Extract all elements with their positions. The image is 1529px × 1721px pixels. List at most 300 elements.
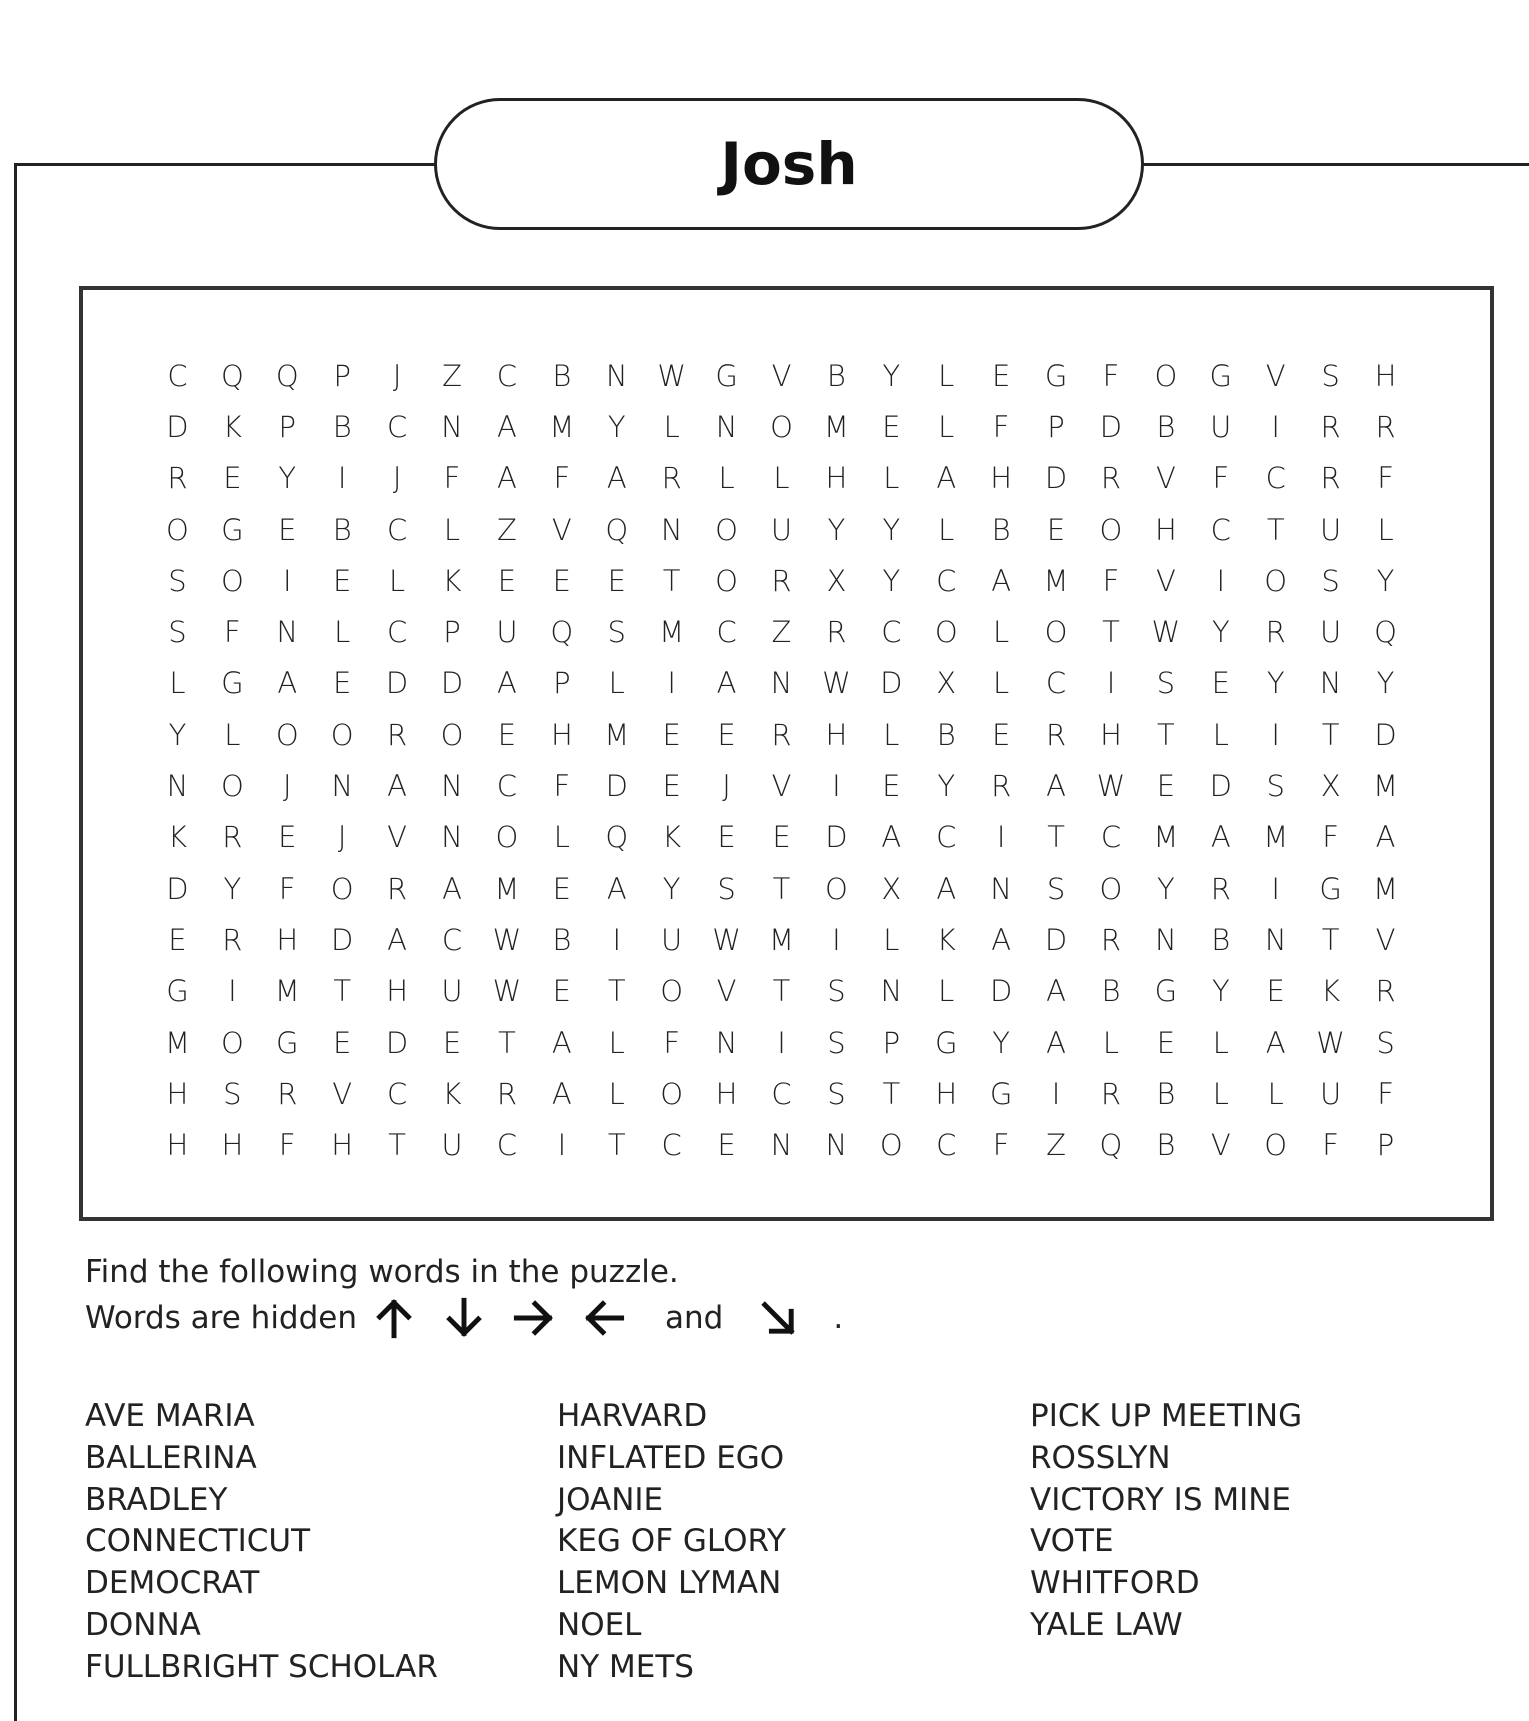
- grid-cell[interactable]: B: [936, 717, 956, 752]
- grid-cell[interactable]: A: [991, 922, 1012, 957]
- grid-cell[interactable]: G: [1154, 974, 1178, 1009]
- grid-cell[interactable]: P: [1376, 1128, 1395, 1163]
- grid-cell[interactable]: H: [276, 922, 299, 957]
- grid-cell[interactable]: B: [1156, 409, 1176, 444]
- grid-cell[interactable]: S: [223, 1076, 242, 1111]
- grid-cell[interactable]: D: [1209, 769, 1232, 804]
- grid-cell[interactable]: R: [222, 820, 243, 855]
- grid-cell[interactable]: C: [496, 769, 518, 804]
- grid-cell[interactable]: T: [388, 1128, 406, 1163]
- grid-cell[interactable]: V: [1155, 563, 1176, 598]
- grid-cell[interactable]: P: [553, 666, 571, 701]
- grid-cell[interactable]: R: [1100, 922, 1122, 957]
- grid-cell[interactable]: A: [497, 409, 517, 444]
- grid-cell[interactable]: I: [777, 1025, 786, 1060]
- grid-cell[interactable]: G: [276, 1025, 299, 1060]
- grid-cell[interactable]: I: [832, 769, 841, 804]
- grid-cell[interactable]: L: [773, 461, 790, 496]
- grid-cell[interactable]: M: [1043, 563, 1069, 598]
- grid-cell[interactable]: J: [392, 461, 402, 496]
- grid-cell[interactable]: A: [387, 769, 408, 804]
- word-list-item[interactable]: VICTORY IS MINE: [1030, 1481, 1292, 1518]
- grid-cell[interactable]: E: [882, 769, 901, 804]
- grid-cell[interactable]: F: [992, 409, 1010, 444]
- grid-cell[interactable]: J: [722, 769, 731, 804]
- grid-cell[interactable]: E: [1156, 1025, 1176, 1060]
- grid-cell[interactable]: H: [935, 1076, 958, 1111]
- grid-cell[interactable]: O: [715, 512, 738, 547]
- grid-cell[interactable]: H: [221, 1128, 244, 1163]
- grid-cell[interactable]: V: [332, 1076, 353, 1111]
- grid-cell[interactable]: C: [936, 1128, 957, 1163]
- grid-cell[interactable]: H: [990, 461, 1013, 496]
- grid-cell[interactable]: G: [715, 358, 738, 393]
- grid-cell[interactable]: Y: [662, 871, 681, 906]
- grid-cell[interactable]: L: [608, 1025, 625, 1060]
- grid-cell[interactable]: M: [549, 409, 575, 444]
- grid-cell[interactable]: G: [1319, 871, 1342, 906]
- grid-cell[interactable]: S: [1156, 666, 1176, 701]
- grid-cell[interactable]: W: [1096, 769, 1126, 804]
- grid-cell[interactable]: Z: [771, 615, 792, 650]
- grid-cell[interactable]: E: [607, 563, 626, 598]
- grid-cell[interactable]: F: [1102, 358, 1120, 393]
- grid-cell[interactable]: T: [1047, 820, 1065, 855]
- grid-cell[interactable]: A: [1046, 974, 1066, 1009]
- grid-cell[interactable]: E: [278, 512, 297, 547]
- grid-cell[interactable]: L: [938, 512, 955, 547]
- grid-cell[interactable]: O: [330, 717, 354, 752]
- grid-cell[interactable]: A: [442, 871, 462, 906]
- grid-cell[interactable]: R: [277, 1076, 298, 1111]
- grid-cell[interactable]: R: [826, 615, 847, 650]
- grid-cell[interactable]: Q: [550, 615, 574, 650]
- grid-cell[interactable]: N: [1319, 666, 1342, 701]
- grid-cell[interactable]: E: [662, 717, 681, 752]
- grid-cell[interactable]: X: [826, 563, 847, 598]
- grid-cell[interactable]: K: [442, 1076, 462, 1111]
- grid-cell[interactable]: E: [1211, 666, 1230, 701]
- grid-cell[interactable]: R: [1100, 1076, 1122, 1111]
- grid-cell[interactable]: R: [1100, 461, 1122, 496]
- grid-cell[interactable]: L: [883, 717, 900, 752]
- grid-cell[interactable]: V: [716, 974, 737, 1009]
- grid-cell[interactable]: V: [1375, 922, 1396, 957]
- grid-cell[interactable]: O: [1264, 563, 1288, 598]
- grid-cell[interactable]: C: [716, 615, 737, 650]
- grid-cell[interactable]: M: [494, 871, 520, 906]
- grid-cell[interactable]: C: [1045, 666, 1067, 701]
- grid-cell[interactable]: N: [166, 769, 189, 804]
- grid-cell[interactable]: W: [1316, 1025, 1345, 1060]
- grid-cell[interactable]: R: [1320, 409, 1341, 444]
- grid-cell[interactable]: A: [936, 871, 957, 906]
- grid-cell[interactable]: L: [1102, 1025, 1120, 1060]
- grid-cell[interactable]: R: [496, 1076, 517, 1111]
- grid-cell[interactable]: Q: [1099, 1128, 1123, 1163]
- grid-cell[interactable]: F: [663, 1025, 680, 1060]
- grid-cell[interactable]: Z: [442, 358, 462, 393]
- grid-cell[interactable]: V: [387, 820, 408, 855]
- grid-cell[interactable]: B: [826, 358, 846, 393]
- grid-cell[interactable]: Y: [223, 871, 242, 906]
- grid-cell[interactable]: H: [1154, 512, 1177, 547]
- grid-cell[interactable]: A: [1046, 769, 1066, 804]
- grid-cell[interactable]: A: [1265, 1025, 1286, 1060]
- grid-cell[interactable]: R: [1375, 409, 1396, 444]
- grid-cell[interactable]: H: [825, 461, 848, 496]
- grid-cell[interactable]: H: [1374, 358, 1397, 393]
- grid-cell[interactable]: E: [662, 769, 681, 804]
- grid-cell[interactable]: C: [386, 512, 408, 547]
- grid-cell[interactable]: U: [1320, 615, 1342, 650]
- grid-cell[interactable]: M: [604, 717, 630, 752]
- grid-cell[interactable]: N: [715, 409, 738, 444]
- grid-cell[interactable]: I: [1216, 563, 1226, 598]
- grid-cell[interactable]: I: [1106, 666, 1116, 701]
- grid-cell[interactable]: Y: [827, 512, 846, 547]
- word-list-item[interactable]: NY METS: [557, 1648, 694, 1685]
- grid-cell[interactable]: Y: [882, 563, 901, 598]
- grid-cell[interactable]: I: [1271, 717, 1280, 752]
- word-list-item[interactable]: ROSSLYN: [1030, 1439, 1171, 1476]
- grid-cell[interactable]: O: [934, 615, 958, 650]
- grid-cell[interactable]: A: [551, 1076, 572, 1111]
- grid-cell[interactable]: X: [881, 871, 902, 906]
- grid-cell[interactable]: P: [1047, 409, 1065, 444]
- grid-cell[interactable]: S: [1266, 769, 1285, 804]
- grid-cell[interactable]: D: [331, 922, 354, 957]
- grid-cell[interactable]: Y: [607, 409, 626, 444]
- grid-cell[interactable]: U: [661, 922, 683, 957]
- grid-cell[interactable]: Q: [220, 358, 244, 393]
- grid-cell[interactable]: O: [824, 871, 848, 906]
- grid-cell[interactable]: F: [224, 615, 241, 650]
- grid-cell[interactable]: L: [389, 563, 406, 598]
- grid-cell[interactable]: M: [1153, 820, 1179, 855]
- grid-cell[interactable]: M: [823, 409, 849, 444]
- grid-cell[interactable]: D: [1044, 461, 1068, 496]
- grid-cell[interactable]: I: [996, 820, 1006, 855]
- grid-cell[interactable]: H: [331, 1128, 354, 1163]
- grid-cell[interactable]: K: [222, 409, 242, 444]
- grid-cell[interactable]: T: [772, 974, 791, 1009]
- grid-cell[interactable]: L: [938, 358, 955, 393]
- grid-cell[interactable]: O: [660, 974, 684, 1009]
- grid-cell[interactable]: J: [337, 820, 347, 855]
- grid-cell[interactable]: L: [1212, 717, 1229, 752]
- grid-cell[interactable]: N: [1155, 922, 1177, 957]
- grid-cell[interactable]: N: [715, 1025, 738, 1060]
- grid-cell[interactable]: R: [771, 717, 792, 752]
- grid-cell[interactable]: Y: [882, 358, 901, 393]
- grid-cell[interactable]: X: [1320, 769, 1341, 804]
- grid-cell[interactable]: S: [1321, 563, 1340, 598]
- grid-cell[interactable]: D: [166, 409, 189, 444]
- word-list-item[interactable]: HARVARD: [557, 1398, 708, 1434]
- grid-cell[interactable]: R: [222, 922, 243, 957]
- grid-cell[interactable]: G: [221, 666, 244, 701]
- grid-cell[interactable]: P: [333, 358, 351, 393]
- grid-cell[interactable]: G: [1209, 358, 1233, 393]
- grid-cell[interactable]: I: [337, 461, 347, 496]
- grid-cell[interactable]: E: [552, 563, 571, 598]
- grid-cell[interactable]: N: [441, 769, 463, 804]
- grid-cell[interactable]: I: [1271, 409, 1280, 444]
- grid-cell[interactable]: A: [551, 1025, 572, 1060]
- grid-cell[interactable]: W: [657, 358, 686, 393]
- grid-cell[interactable]: T: [1266, 512, 1285, 547]
- grid-cell[interactable]: M: [1373, 871, 1399, 906]
- grid-cell[interactable]: F: [278, 871, 296, 906]
- grid-cell[interactable]: D: [989, 974, 1013, 1009]
- grid-cell[interactable]: B: [1211, 922, 1231, 957]
- grid-cell[interactable]: D: [605, 769, 628, 804]
- grid-cell[interactable]: A: [497, 461, 517, 496]
- grid-cell[interactable]: I: [1051, 1076, 1061, 1111]
- grid-cell[interactable]: H: [825, 717, 848, 752]
- grid-cell[interactable]: C: [881, 615, 902, 650]
- grid-cell[interactable]: I: [612, 922, 622, 957]
- grid-cell[interactable]: E: [168, 922, 187, 957]
- grid-cell[interactable]: B: [552, 358, 572, 393]
- grid-cell[interactable]: A: [881, 820, 902, 855]
- grid-cell[interactable]: F: [553, 769, 571, 804]
- grid-cell[interactable]: S: [1321, 358, 1340, 393]
- grid-cell[interactable]: E: [333, 563, 352, 598]
- grid-cell[interactable]: M: [768, 922, 794, 957]
- grid-cell[interactable]: O: [330, 871, 354, 906]
- grid-cell[interactable]: G: [934, 1025, 958, 1060]
- grid-cell[interactable]: N: [880, 974, 903, 1009]
- grid-cell[interactable]: C: [496, 1128, 518, 1163]
- grid-cell[interactable]: Q: [1374, 615, 1397, 650]
- grid-cell[interactable]: O: [1264, 1128, 1288, 1163]
- grid-cell[interactable]: A: [387, 922, 408, 957]
- grid-cell[interactable]: R: [1265, 615, 1286, 650]
- grid-cell[interactable]: R: [771, 563, 792, 598]
- grid-cell[interactable]: D: [1044, 922, 1068, 957]
- grid-cell[interactable]: C: [661, 1128, 682, 1163]
- grid-cell[interactable]: F: [1322, 1128, 1339, 1163]
- grid-cell[interactable]: N: [441, 409, 463, 444]
- grid-cell[interactable]: R: [991, 769, 1012, 804]
- grid-cell[interactable]: C: [386, 615, 408, 650]
- grid-cell[interactable]: F: [443, 461, 461, 496]
- grid-cell[interactable]: C: [936, 820, 957, 855]
- grid-cell[interactable]: A: [1210, 820, 1231, 855]
- grid-cell[interactable]: I: [1271, 871, 1280, 906]
- word-list-item[interactable]: CONNECTICUT: [85, 1523, 311, 1560]
- word-list-item[interactable]: JOANIE: [557, 1481, 664, 1518]
- grid-cell[interactable]: L: [938, 974, 955, 1009]
- grid-cell[interactable]: U: [496, 615, 518, 650]
- grid-cell[interactable]: B: [1156, 1076, 1176, 1111]
- grid-cell[interactable]: L: [553, 820, 570, 855]
- word-list-item[interactable]: YALE LAW: [1030, 1606, 1183, 1643]
- grid-cell[interactable]: G: [166, 974, 189, 1009]
- grid-cell[interactable]: D: [385, 1025, 409, 1060]
- grid-cell[interactable]: W: [712, 922, 741, 957]
- grid-cell[interactable]: F: [1377, 1076, 1394, 1111]
- grid-cell[interactable]: R: [387, 717, 408, 752]
- grid-cell[interactable]: E: [223, 461, 242, 496]
- grid-cell[interactable]: D: [166, 871, 189, 906]
- grid-cell[interactable]: D: [1374, 717, 1397, 752]
- grid-cell[interactable]: Y: [1266, 666, 1285, 701]
- grid-cell[interactable]: B: [332, 409, 352, 444]
- grid-cell[interactable]: K: [662, 820, 682, 855]
- grid-cell[interactable]: P: [882, 1025, 901, 1060]
- grid-cell[interactable]: S: [607, 615, 626, 650]
- grid-cell[interactable]: E: [333, 666, 352, 701]
- grid-cell[interactable]: L: [334, 615, 351, 650]
- grid-cell[interactable]: A: [991, 563, 1012, 598]
- grid-cell[interactable]: L: [883, 922, 900, 957]
- grid-cell[interactable]: C: [936, 563, 957, 598]
- grid-cell[interactable]: K: [936, 922, 956, 957]
- grid-cell[interactable]: E: [882, 409, 901, 444]
- grid-cell[interactable]: C: [1210, 512, 1231, 547]
- grid-cell[interactable]: A: [606, 461, 627, 496]
- grid-cell[interactable]: R: [1375, 974, 1396, 1009]
- word-list-item[interactable]: BALLERINA: [85, 1439, 257, 1476]
- grid-cell[interactable]: F: [1102, 563, 1120, 598]
- grid-cell[interactable]: N: [660, 512, 683, 547]
- grid-cell[interactable]: U: [1210, 409, 1232, 444]
- grid-cell[interactable]: H: [715, 1076, 738, 1111]
- word-list-item[interactable]: DEMOCRAT: [85, 1565, 260, 1602]
- grid-cell[interactable]: M: [659, 615, 685, 650]
- grid-cell[interactable]: L: [938, 409, 955, 444]
- grid-cell[interactable]: D: [385, 666, 409, 701]
- grid-cell[interactable]: L: [883, 461, 900, 496]
- word-list-item[interactable]: DONNA: [85, 1606, 201, 1643]
- grid-cell[interactable]: S: [827, 974, 846, 1009]
- grid-cell[interactable]: T: [498, 1025, 516, 1060]
- grid-cell[interactable]: E: [717, 820, 736, 855]
- grid-cell[interactable]: L: [1267, 1076, 1284, 1111]
- grid-cell[interactable]: Q: [605, 512, 629, 547]
- grid-cell[interactable]: L: [663, 409, 680, 444]
- grid-cell[interactable]: C: [496, 358, 518, 393]
- grid-cell[interactable]: S: [827, 1076, 846, 1111]
- grid-cell[interactable]: O: [1099, 871, 1123, 906]
- grid-cell[interactable]: V: [1210, 1128, 1231, 1163]
- grid-cell[interactable]: Z: [1046, 1128, 1066, 1163]
- grid-cell[interactable]: T: [662, 563, 681, 598]
- grid-cell[interactable]: E: [1266, 974, 1285, 1009]
- grid-cell[interactable]: D: [1099, 409, 1123, 444]
- grid-cell[interactable]: F: [992, 1128, 1010, 1163]
- grid-cell[interactable]: Q: [275, 358, 299, 393]
- grid-cell[interactable]: U: [770, 512, 793, 547]
- grid-cell[interactable]: E: [717, 717, 736, 752]
- word-list-item[interactable]: BRADLEY: [85, 1481, 228, 1518]
- grid-cell[interactable]: V: [771, 358, 792, 393]
- grid-cell[interactable]: M: [164, 1025, 190, 1060]
- grid-cell[interactable]: E: [991, 358, 1011, 393]
- grid-cell[interactable]: L: [993, 666, 1010, 701]
- word-list-item[interactable]: INFLATED EGO: [557, 1439, 785, 1476]
- grid-cell[interactable]: J: [392, 358, 402, 393]
- grid-cell[interactable]: E: [497, 717, 517, 752]
- grid-cell[interactable]: I: [557, 1128, 567, 1163]
- grid-cell[interactable]: B: [552, 922, 572, 957]
- word-list-item[interactable]: WHITFORD: [1030, 1565, 1200, 1602]
- grid-cell[interactable]: O: [770, 409, 793, 444]
- grid-cell[interactable]: U: [1320, 1076, 1342, 1111]
- grid-cell[interactable]: E: [333, 1025, 352, 1060]
- grid-cell[interactable]: O: [220, 563, 244, 598]
- grid-cell[interactable]: Y: [992, 1025, 1010, 1060]
- grid-cell[interactable]: I: [667, 666, 676, 701]
- grid-cell[interactable]: Y: [1211, 974, 1230, 1009]
- grid-cell[interactable]: E: [772, 820, 791, 855]
- grid-cell[interactable]: R: [661, 461, 682, 496]
- grid-cell[interactable]: T: [333, 974, 352, 1009]
- grid-cell[interactable]: N: [331, 769, 354, 804]
- grid-cell[interactable]: H: [1100, 717, 1122, 752]
- grid-cell[interactable]: T: [772, 871, 791, 906]
- grid-cell[interactable]: T: [607, 974, 626, 1009]
- grid-cell[interactable]: A: [497, 666, 517, 701]
- grid-cell[interactable]: N: [770, 666, 793, 701]
- grid-cell[interactable]: O: [275, 717, 299, 752]
- grid-cell[interactable]: A: [936, 461, 957, 496]
- grid-cell[interactable]: C: [386, 409, 408, 444]
- grid-cell[interactable]: G: [989, 1076, 1013, 1111]
- grid-cell[interactable]: E: [1046, 512, 1066, 547]
- grid-cell[interactable]: Y: [1376, 666, 1395, 701]
- grid-cell[interactable]: R: [1045, 717, 1067, 752]
- grid-cell[interactable]: F: [1322, 820, 1339, 855]
- grid-cell[interactable]: J: [282, 769, 292, 804]
- grid-cell[interactable]: V: [1155, 461, 1176, 496]
- grid-cell[interactable]: V: [771, 769, 792, 804]
- grid-cell[interactable]: S: [168, 563, 187, 598]
- grid-cell[interactable]: L: [224, 717, 241, 752]
- grid-cell[interactable]: N: [770, 1128, 793, 1163]
- grid-cell[interactable]: W: [492, 922, 522, 957]
- grid-cell[interactable]: O: [495, 820, 519, 855]
- word-list-item[interactable]: VOTE: [1030, 1523, 1114, 1560]
- word-list-item[interactable]: FULLBRIGHT SCHOLAR: [85, 1648, 438, 1685]
- grid-cell[interactable]: F: [553, 461, 571, 496]
- grid-cell[interactable]: O: [660, 1076, 684, 1111]
- grid-cell[interactable]: D: [440, 666, 464, 701]
- grid-cell[interactable]: O: [1099, 512, 1123, 547]
- grid-cell[interactable]: S: [717, 871, 736, 906]
- grid-cell[interactable]: C: [1265, 461, 1286, 496]
- grid-cell[interactable]: E: [442, 1025, 462, 1060]
- grid-cell[interactable]: L: [608, 666, 625, 701]
- word-list-item[interactable]: AVE MARIA: [85, 1398, 255, 1434]
- grid-cell[interactable]: I: [228, 974, 237, 1009]
- grid-cell[interactable]: G: [221, 512, 244, 547]
- grid-cell[interactable]: L: [993, 615, 1010, 650]
- grid-cell[interactable]: Y: [1211, 615, 1230, 650]
- grid-cell[interactable]: R: [1320, 461, 1341, 496]
- grid-cell[interactable]: G: [1044, 358, 1068, 393]
- grid-cell[interactable]: O: [220, 1025, 244, 1060]
- grid-cell[interactable]: S: [168, 615, 187, 650]
- grid-cell[interactable]: F: [1377, 461, 1394, 496]
- grid-cell[interactable]: Y: [278, 461, 297, 496]
- word-list-item[interactable]: PICK UP MEETING: [1030, 1398, 1303, 1434]
- grid-cell[interactable]: B: [1156, 1128, 1176, 1163]
- grid-cell[interactable]: A: [277, 666, 298, 701]
